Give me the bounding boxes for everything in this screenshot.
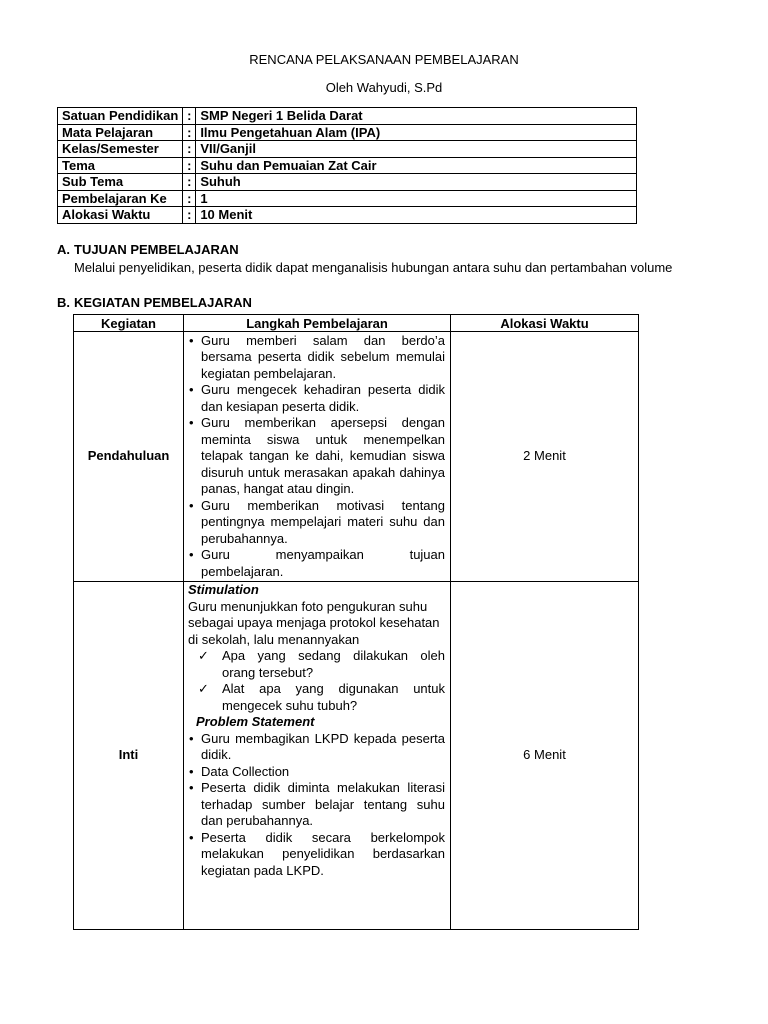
- question-list: [188, 648, 445, 714]
- bullet-icon: •: [189, 415, 194, 431]
- table-row: [58, 141, 637, 158]
- info-value: Suhuh: [196, 174, 637, 191]
- info-key: Tema: [58, 157, 183, 174]
- info-key: Pembelajaran Ke: [58, 190, 183, 207]
- list-item-text: Guru memberikan apersepsi dengan meminta siswa untuk menempelkan telapak tangan ke dahi, kemudian siswa disuruh untuk merasakan apakah dahinya panas, hangat atau dingin.: [201, 415, 445, 497]
- question-item: [198, 681, 445, 714]
- steps-pendahuluan: [184, 332, 451, 582]
- table-row: [58, 190, 637, 207]
- table-row: [58, 157, 637, 174]
- info-key: Sub Tema: [58, 174, 183, 191]
- activity-name-pendahuluan: Pendahuluan: [74, 332, 184, 582]
- info-colon: :: [183, 141, 196, 158]
- list-item: [188, 498, 445, 548]
- info-key: Mata Pelajaran: [58, 124, 183, 141]
- info-colon: :: [183, 174, 196, 191]
- bullet-icon: •: [189, 829, 194, 845]
- section-a-heading: [57, 242, 239, 259]
- section-b-heading: [57, 295, 252, 312]
- section-a-number: A.: [57, 242, 70, 257]
- list-item: [188, 764, 445, 781]
- time-inti: 6 Menit: [451, 582, 639, 930]
- cell-spacer: [188, 879, 445, 929]
- table-row: [58, 207, 637, 224]
- info-value: Suhu dan Pemuaian Zat Cair: [196, 157, 637, 174]
- table-row: [58, 124, 637, 141]
- info-key: Alokasi Waktu: [58, 207, 183, 224]
- stimulation-label: Stimulation: [188, 582, 259, 597]
- stimulation-text: Guru menunjukkan foto pengukuran suhu sebagai upaya menjaga protokol kesehatan di sekolah, lalu menannyakan: [188, 598, 440, 647]
- activity-name-inti: Inti: [74, 582, 184, 930]
- bullet-icon: •: [189, 780, 194, 795]
- list-item: [188, 780, 445, 830]
- list-item-text: Peserta didik diminta melakukan literasi terhadap sumber belajar tentang suhu dan perubahannya.: [201, 780, 445, 828]
- question-item-text: Alat apa yang digunakan untuk mengecek suhu tubuh?: [222, 681, 445, 713]
- info-value: 10 Menit: [196, 207, 637, 224]
- list-item-text: Guru memberikan motivasi tentang pentingnya mempelajari materi suhu dan perubahannya.: [201, 497, 445, 546]
- list-item: [188, 547, 445, 580]
- steps-inti: [184, 582, 451, 930]
- document-author: Oleh Wahyudi, S.Pd: [325, 80, 443, 95]
- list-item-text: Guru mengecek kehadiran peserta didik dan kesiapan peserta didik.: [201, 382, 445, 414]
- section-a-title: TUJUAN PEMBELAJARAN: [74, 242, 239, 257]
- document-title: RENCANA PELAKSANAAN PEMBELAJARAN: [249, 52, 519, 67]
- info-key: Satuan Pendidikan: [58, 108, 183, 125]
- table-row-pendahuluan: [74, 332, 639, 582]
- list-item-text: Guru menyampaikan tujuan pembelajaran.: [201, 547, 445, 579]
- identity-table: [57, 107, 637, 224]
- bullet-icon: •: [189, 763, 194, 779]
- info-value: SMP Negeri 1 Belida Darat: [196, 108, 637, 125]
- activities-table: [73, 314, 639, 930]
- info-value: Ilmu Pengetahuan Alam (IPA): [196, 124, 637, 141]
- header-kegiatan: Kegiatan: [74, 315, 184, 332]
- table-row: [58, 174, 637, 191]
- info-colon: :: [183, 207, 196, 224]
- table-row-inti: [74, 582, 639, 930]
- list-item-text: Data Collection: [201, 763, 290, 779]
- bullet-icon: •: [189, 382, 194, 398]
- list-item-text: Peserta didik secara berkelompok melakukan penyelidikan berdasarkan kegiatan pada LKPD.: [201, 829, 445, 878]
- info-colon: :: [183, 190, 196, 207]
- time-pendahuluan: 2 Menit: [451, 332, 639, 582]
- bullet-icon: •: [189, 332, 194, 348]
- bullet-icon: •: [189, 497, 194, 513]
- list-item-text: Guru membagikan LKPD kepada peserta didik.: [201, 730, 445, 762]
- list-item: [188, 382, 445, 415]
- pendahuluan-step-list: [188, 333, 445, 581]
- section-b-title: KEGIATAN PEMBELAJARAN: [74, 295, 252, 310]
- list-item: [188, 415, 445, 498]
- checkmark-icon: ✓: [198, 648, 209, 663]
- learning-objective-text: Melalui penyelidikan, peserta didik dapat menganalisis hubungan antara suhu dan pertambahan volume: [74, 260, 673, 275]
- list-item-text: Guru memberi salam dan berdo’a bersama peserta didik sebelum memulai kegiatan pembelajaran.: [201, 332, 445, 381]
- question-item-text: Apa yang sedang dilakukan oleh orang tersebut?: [222, 648, 445, 680]
- section-b-number: B.: [57, 295, 70, 310]
- info-colon: :: [183, 124, 196, 141]
- problem-statement-label: Problem Statement: [196, 714, 315, 729]
- info-value: 1: [196, 190, 637, 207]
- bullet-icon: •: [189, 730, 194, 746]
- bullet-icon: •: [189, 547, 194, 563]
- list-item: [188, 731, 445, 764]
- list-item: [188, 830, 445, 880]
- info-colon: :: [183, 157, 196, 174]
- header-alokasi: Alokasi Waktu: [451, 315, 639, 332]
- checkmark-icon: ✓: [198, 681, 209, 696]
- inti-step-list: [188, 731, 445, 880]
- info-value: VII/Ganjil: [196, 141, 637, 158]
- activities-header-row: [74, 315, 639, 332]
- list-item: [188, 333, 445, 383]
- table-row: [58, 108, 637, 125]
- question-item: [198, 648, 445, 681]
- header-langkah: Langkah Pembelajaran: [184, 315, 451, 332]
- info-key: Kelas/Semester: [58, 141, 183, 158]
- info-colon: :: [183, 108, 196, 125]
